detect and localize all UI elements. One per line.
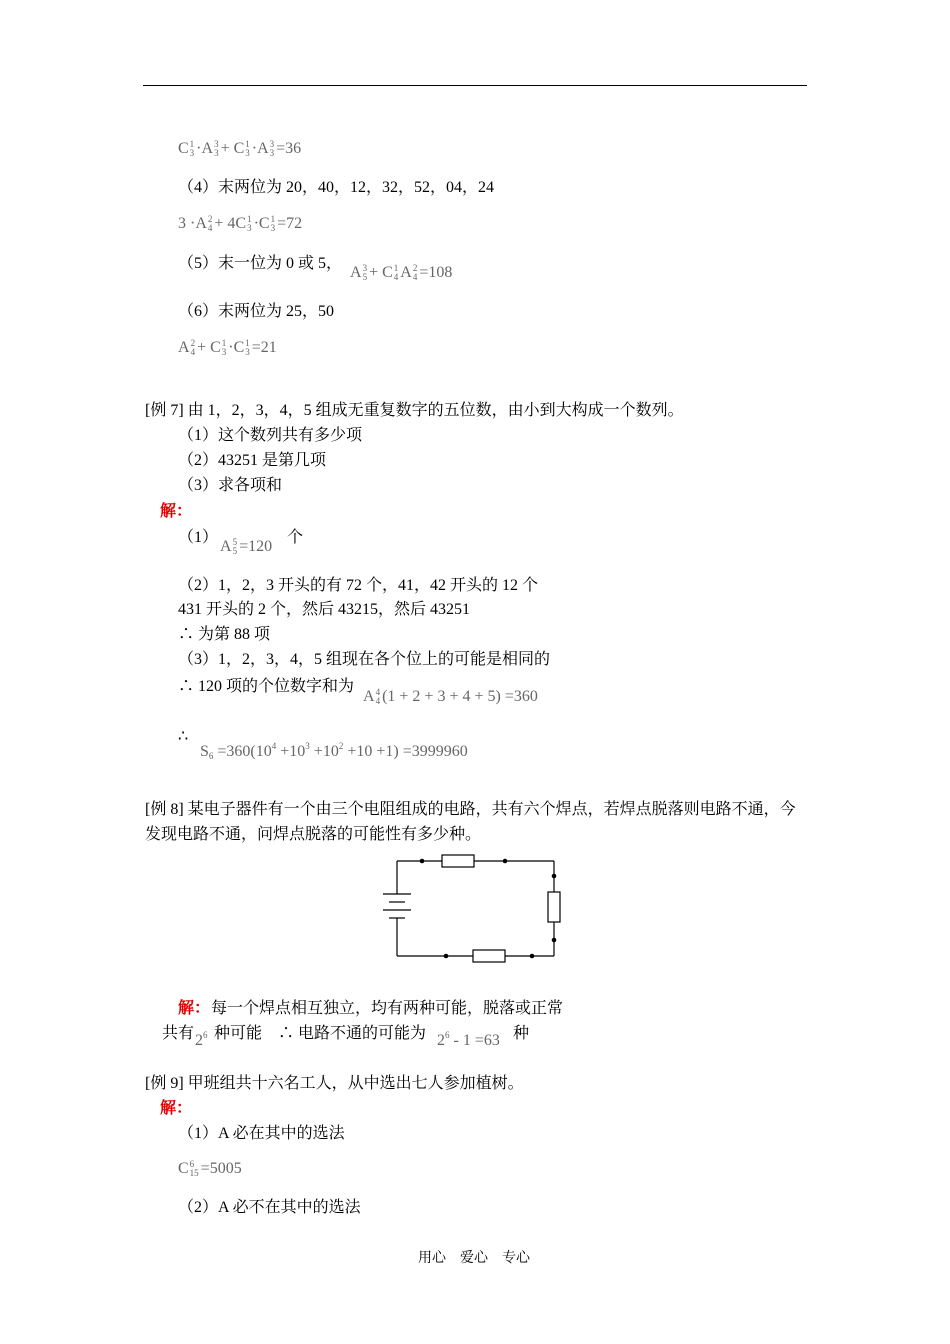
answer-1-suffix: 个: [287, 529, 304, 546]
solder-point-6: [444, 954, 449, 959]
item-4-text: （4）末两位为 20，40，12，32，52，04，24: [178, 179, 495, 196]
answer-2-line-2: 431 开头的 2 个，然后 43215，然后 43251: [178, 601, 471, 618]
formula-7-result: =3999960: [402, 743, 468, 760]
formula-line-10: C 6 15 =5005: [178, 1159, 242, 1179]
solder-point-4: [552, 938, 557, 943]
formula-line-7: $S_6 =360(10^4 +10^3 +10^2 +10 +1) =3999960$: [200, 741, 468, 761]
page-footer: 用心 爱心 专心: [418, 1251, 530, 1266]
example-9-solve-label: 解：: [160, 1100, 193, 1117]
item-5-text: （5）末一位为 0 或 5，: [178, 255, 343, 272]
answer-3-line-1: （3）1，2，3，4，5 组现在各个位上的可能是相同的: [178, 651, 551, 668]
formula-4-result: =21: [251, 339, 277, 356]
formula-7-expr: =360(10: [217, 743, 272, 760]
solder-point-5: [530, 954, 535, 959]
answer-2-line-3: ∴ 为第 88 项: [178, 626, 271, 643]
example-8-solve-label: 解：: [178, 1000, 211, 1017]
formula-line-8: $2^6$: [195, 1030, 208, 1049]
example-9-question-1: （1）A 必在其中的选法: [178, 1125, 345, 1142]
answer-2-line-1: （2）1，2，3 开头的有 72 个，41，42 开头的 12 个: [178, 577, 539, 594]
formula-line-6: A 4 4 (1 + 2 + 3 + 4 + 5) =360: [363, 687, 538, 707]
formula-2-result: =72: [277, 215, 303, 232]
formula-line-2: 3 ·A 2 4 + 4C 1 3 ·C 1 3 =72: [178, 214, 303, 234]
resistor-top: [442, 855, 474, 867]
formula-line-5: A 5 5 =120: [220, 537, 273, 557]
solder-point-1: [420, 859, 425, 864]
example-8-answer-2b: 种可能 ∴ 电路不通的可能为: [214, 1025, 427, 1042]
example-7-solve-label: 解：: [160, 503, 193, 520]
therefore-symbol: ∴: [178, 728, 189, 745]
example-7-question-1: （1）这个数列共有多少项: [178, 427, 363, 444]
formula-3-result: =108: [419, 264, 453, 281]
formula-5-result: =120: [239, 538, 273, 555]
formula-6-result: =360: [504, 688, 538, 705]
formula-1-result: =36: [276, 140, 302, 157]
solder-point-2: [503, 859, 508, 864]
example-8-answer-2c: 种: [513, 1025, 530, 1042]
formula-line-9: $2^6 - 1 =63$: [437, 1030, 500, 1049]
example-8-line-1: [例 8] 某电子器件有一个由三个电阻组成的电路，共有六个焊点，若焊点脱落则电路不通，今: [145, 801, 796, 818]
answer-1-prefix: （1）: [178, 529, 219, 546]
formula-line-4: A 2 4 + C 1 3 ·C 1 3 =21: [178, 338, 277, 358]
example-8-answer-1: 每一个焊点相互独立，均有两种可能，脱落或正常: [211, 1000, 564, 1017]
example-8-line-2: 发现电路不通，问焊点脱落的可能性有多少种。: [145, 826, 482, 843]
formula-10-result: =5005: [200, 1160, 242, 1177]
formula-line-1: C 1 3 ·A 3 3 + C 1 3 ·A 3 3 =36: [178, 139, 302, 159]
example-7-question-3: （3）求各项和: [178, 477, 283, 494]
example-7-title: [例 7] 由 1，2，3，4，5 组成无重复数字的五位数，由小到大构成一个数列。: [145, 402, 684, 419]
header-rule: [143, 85, 807, 86]
resistor-right: [548, 892, 560, 922]
formula-line-3: A 3 5 + C 1 4 A 2 4 =108: [350, 263, 453, 283]
answer-3-line-2: ∴ 120 项的个位数字和为: [178, 678, 355, 695]
example-7-question-2: （2）43251 是第几项: [178, 452, 327, 469]
formula-9-expr: - 1 =63: [453, 1032, 500, 1049]
item-6-text: （6）末两位为 25，50: [178, 303, 335, 320]
example-9-title: [例 9] 甲班组共十六名工人，从中选出七人参加植树。: [145, 1075, 524, 1092]
solder-point-3: [552, 874, 557, 879]
example-9-question-2: （2）A 必不在其中的选法: [178, 1199, 361, 1216]
formula-6-expr: (1 + 2 + 3 + 4 + 5): [382, 688, 501, 705]
resistor-bottom: [473, 950, 505, 962]
example-8-answer-2a: 共有: [162, 1025, 195, 1042]
circuit-diagram: [370, 852, 570, 967]
